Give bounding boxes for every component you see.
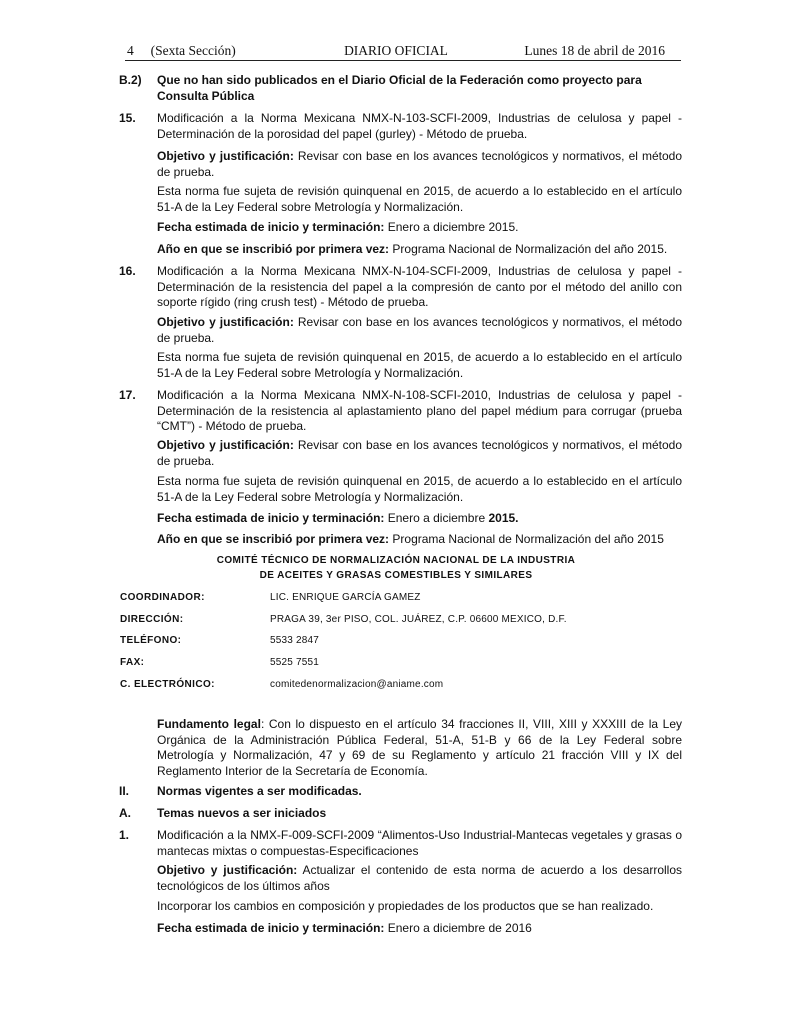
phone-value: 5533 2847 [270,635,320,646]
page-header [127,43,665,61]
dates-text: Enero a diciembre 2015. [384,220,519,234]
item-1-title: Modificación a la NMX-F-009-SCFI-2009 “Alimentos-Uso Industrial-Mantecas vegetales y grasas o mantecas mixtas o compuestas-Especificaciones [157,828,682,858]
item-15-dates [157,220,682,236]
item-16-revision: Esta norma fue sujeta de revisión quinquenal en 2015, de acuerdo a lo establecido en el artículo 51-A de la Ley Federal sobre Metrología y Normalización. [157,350,682,380]
address-label: DIRECCIÓN: [120,614,184,625]
b2-heading: Que no han sido publicados en el Diario Oficial de la Federación como proyecto para Consulta Pública [157,73,642,103]
objective-label: Objetivo y justificación: [157,315,294,329]
b2-number: B.2) [119,73,142,87]
item-15-title: Modificación a la Norma Mexicana NMX-N-103-SCFI-2009, Industrias de celulosa y papel - Determinación de la porosidad del papel (gurley) - Método de prueba. [157,111,682,141]
section-ii-number: II. [119,784,130,798]
header-rule [125,60,681,61]
dates-label: Fecha estimada de inicio y terminación: [157,220,385,234]
committee-title-line2: DE ACEITES Y GRASAS COMESTIBLES Y SIMILARES [259,570,533,581]
item-17-title: Modificación a la Norma Mexicana NMX-N-108-SCFI-2010, Industrias de celulosa y papel - Determinación de la resistencia al aplastamiento plano del papel médium para corrugar (prueba “CMT”) - Método de prueba. [157,388,682,433]
objective-text: Revisar con base en los avances tecnológicos y normativos, el método de prueba. [157,438,682,468]
phone-label: TELÉFONO: [120,635,182,646]
coordinator-label: COORDINADOR: [120,592,205,603]
committee-title-line1: COMITÉ TÉCNICO DE NORMALIZACIÓN NACIONAL DE LA INDUSTRIA [216,555,576,566]
objective-text: Actualizar el contenido de esta norma de acuerdo a los desarrollos tecnológicos de los últimos años [157,863,682,893]
item-15-revision: Esta norma fue sujeta de revisión quinquenal en 2015, de acuerdo a lo establecido en el artículo 51-A de la Ley Federal sobre Metrología y Normalización. [157,184,682,214]
address-value: PRAGA 39, 3er PISO, COL. JUÁREZ, C.P. 06600 MEXICO, D.F. [270,614,567,625]
legal-basis-text: : Con lo dispuesto en el artículo 34 fracciones II, VIII, XIII y XXXIII de la Ley Orgánica de la Administración Pública Federal, 51-A, 51-B y 66 de la Ley Federal sobre Metrología y Normalización, 47 y 69 de su Reglamento y artículo 21 fracción VIII y IX del Reglamento Interior de la Secretaría de Economía. [157,717,682,778]
item-15-number: 15. [119,111,136,125]
first-year-text: Programa Nacional de Normalización del año 2015. [389,242,668,256]
item-15-objective [157,149,682,180]
first-year-label: Año en que se inscribió por primera vez: [157,532,390,546]
item-17-first-year [157,532,682,548]
header-title: DIARIO OFICIAL [344,43,448,58]
item-16-title: Modificación a la Norma Mexicana NMX-N-104-SCFI-2009, Industrias de celulosa y papel - Determinación de la resistencia del papel a la compresión de canto por el método del anillo con soporte rígido (ring crush test) - Método de prueba. [157,264,682,309]
dates-label: Fecha estimada de inicio y terminación: [157,921,385,935]
legal-basis [157,717,682,779]
coordinator-value: LIC. ENRIQUE GARCÍA GAMEZ [270,592,421,603]
email-value: comitedenormalizacion@aniame.com [270,679,444,690]
objective-label: Objetivo y justificación: [157,149,294,163]
objective-text: Revisar con base en los avances tecnológicos y normativos, el método de prueba. [157,315,682,345]
dates-text: Enero a diciembre de 2016 [384,921,532,935]
item-1-number: 1. [119,828,130,842]
objective-label: Objetivo y justificación: [157,863,298,877]
header-section: 4 (Sexta Sección) [127,43,236,58]
section-a-heading: Temas nuevos a ser iniciados [157,806,327,820]
header-date: Lunes 18 de abril de 2016 [524,43,665,58]
item-17-number: 17. [119,388,136,402]
dates-year: 2015. [488,511,519,525]
section-a-number: A. [119,806,131,820]
fax-value: 5525 7551 [270,657,320,668]
first-year-label: Año en que se inscribió por primera vez: [157,242,390,256]
item-17-objective [157,438,682,469]
item-17-revision: Esta norma fue sujeta de revisión quinquenal en 2015, de acuerdo a lo establecido en el artículo 51-A de la Ley Federal sobre Metrología y Normalización. [157,474,682,504]
legal-basis-label: Fundamento legal [157,717,261,731]
item-1-dates [157,921,682,937]
objective-label: Objetivo y justificación: [157,438,294,452]
item-17-dates [157,511,682,527]
item-15-first-year [157,242,682,258]
dates-text: Enero a diciembre [384,511,489,525]
item-1-changes: Incorporar los cambios en composición y propiedades de los productos que se han realizado. [157,899,654,913]
fax-label: FAX: [120,657,145,668]
item-1-objective [157,863,682,894]
dates-label: Fecha estimada de inicio y terminación: [157,511,385,525]
item-16-number: 16. [119,264,136,278]
objective-text: Revisar con base en los avances tecnológicos y normativos, el método de prueba. [157,149,682,179]
item-16-objective [157,315,682,346]
first-year-text: Programa Nacional de Normalización del año 2015 [389,532,664,546]
section-ii-heading: Normas vigentes a ser modificadas. [157,784,362,798]
email-label: C. ELECTRÓNICO: [120,679,215,690]
